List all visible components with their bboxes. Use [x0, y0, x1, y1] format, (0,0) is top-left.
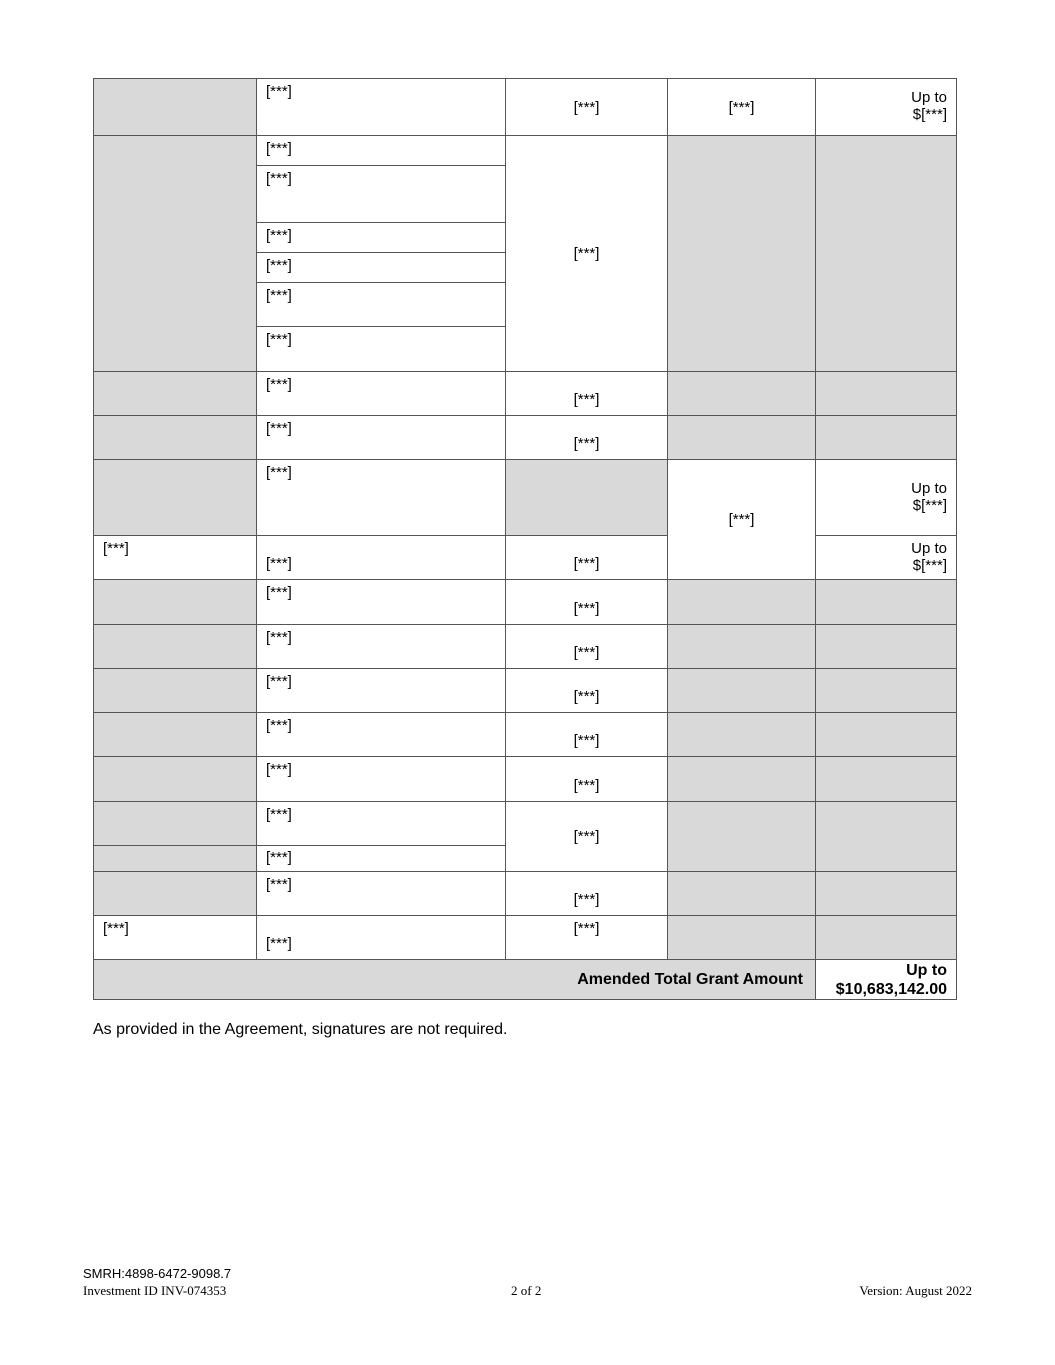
table-cell: [816, 136, 957, 372]
table-cell: [***]: [257, 713, 506, 757]
table-cell: [***]: [257, 166, 506, 223]
table-cell: Up to $[***]: [816, 536, 957, 580]
table-cell: [94, 460, 257, 536]
table-cell: [816, 669, 957, 713]
table-row: [94, 79, 957, 136]
table-cell: [94, 846, 257, 872]
table-cell: [***]: [257, 580, 506, 625]
table-cell: [668, 372, 816, 416]
table-cell: [***]: [506, 669, 668, 713]
table-cell: [668, 625, 816, 669]
footer-version: Version: August 2022: [859, 1283, 972, 1298]
table-cell: [94, 713, 257, 757]
table-row: [94, 136, 957, 166]
table-cell: [***]: [94, 916, 257, 960]
table-cell: [668, 916, 816, 960]
signature-note: As provided in the Agreement, signatures are not required.: [93, 1021, 508, 1038]
table-cell: [668, 713, 816, 757]
table-row: [94, 372, 957, 416]
footer-page-number: 2 of 2: [511, 1283, 542, 1298]
table-cell: [816, 625, 957, 669]
table-cell: [***]: [257, 283, 506, 327]
table-cell: [668, 416, 816, 460]
table-cell: [816, 580, 957, 625]
table-row: [94, 416, 957, 460]
table-cell: [***]: [257, 460, 506, 536]
table-cell: [***]: [257, 757, 506, 802]
footer-investment-id: Investment ID INV-074353: [83, 1283, 227, 1298]
table-cell: [***]: [506, 372, 668, 416]
table-cell: [***]: [257, 802, 506, 846]
table-cell: [94, 625, 257, 669]
table-row: [94, 916, 957, 960]
table-row: [94, 802, 957, 846]
table-cell: [***]: [257, 846, 506, 872]
table-cell: [***]: [506, 136, 668, 372]
table-cell: [***]: [506, 802, 668, 872]
table-row: [94, 580, 957, 625]
table-cell: [***]: [506, 79, 668, 136]
table-cell: Up to $[***]: [816, 460, 957, 536]
table-cell: [***]: [94, 536, 257, 580]
table-row: [94, 625, 957, 669]
table-cell: [94, 669, 257, 713]
table-cell: [94, 580, 257, 625]
table-cell: [816, 872, 957, 916]
table-cell: [816, 416, 957, 460]
table-cell: [94, 757, 257, 802]
table-cell: [816, 372, 957, 416]
table-cell: [668, 802, 816, 872]
table-cell: [***]: [257, 372, 506, 416]
table-cell: [668, 872, 816, 916]
table-row: [94, 669, 957, 713]
table-cell: [816, 713, 957, 757]
table-cell: [668, 136, 816, 372]
table-cell: [***]: [506, 872, 668, 916]
table-row: [94, 713, 957, 757]
table-cell: [***]: [257, 916, 506, 960]
table-cell: [816, 802, 957, 872]
table-cell: [***]: [257, 536, 506, 580]
table-cell: [***]: [506, 713, 668, 757]
table-cell: [94, 79, 257, 136]
table-cell: [668, 669, 816, 713]
table-cell: [***]: [257, 872, 506, 916]
table-cell: [94, 802, 257, 846]
table-cell: [816, 757, 957, 802]
table-cell: [***]: [506, 580, 668, 625]
table-cell: [668, 757, 816, 802]
footer-reference: SMRH:4898-6472-9098.7: [83, 1266, 232, 1281]
table-cell: [***]: [257, 669, 506, 713]
table-cell: [***]: [257, 136, 506, 166]
table-cell: [***]: [257, 223, 506, 253]
table-row: [94, 872, 957, 916]
table-row: [94, 757, 957, 802]
table-cell: [***]: [257, 253, 506, 283]
table-cell: [94, 372, 257, 416]
total-label: Amended Total Grant Amount: [94, 960, 816, 1000]
table-cell: [***]: [506, 625, 668, 669]
table-cell: [668, 580, 816, 625]
table-cell: [506, 460, 668, 536]
table-cell: [***]: [257, 79, 506, 136]
table-cell: [***]: [257, 625, 506, 669]
grant-budget-table: [93, 78, 957, 1000]
table-row: [94, 536, 957, 580]
total-row: [94, 960, 957, 1000]
table-cell: [***]: [257, 327, 506, 372]
table-cell: [***]: [506, 536, 668, 580]
table-cell: [94, 872, 257, 916]
table-cell: Up to $[***]: [816, 79, 957, 136]
table-cell: [94, 416, 257, 460]
table-cell: [***]: [668, 460, 816, 580]
table-cell: [816, 916, 957, 960]
table-row: [94, 460, 957, 536]
table-cell: [***]: [668, 79, 816, 136]
table-cell: [***]: [506, 416, 668, 460]
table-cell: [***]: [506, 757, 668, 802]
total-amount: Up to $10,683,142.00: [816, 960, 957, 1000]
table-cell: [***]: [257, 416, 506, 460]
table-cell: [***]: [506, 916, 668, 960]
table-cell: [94, 136, 257, 372]
